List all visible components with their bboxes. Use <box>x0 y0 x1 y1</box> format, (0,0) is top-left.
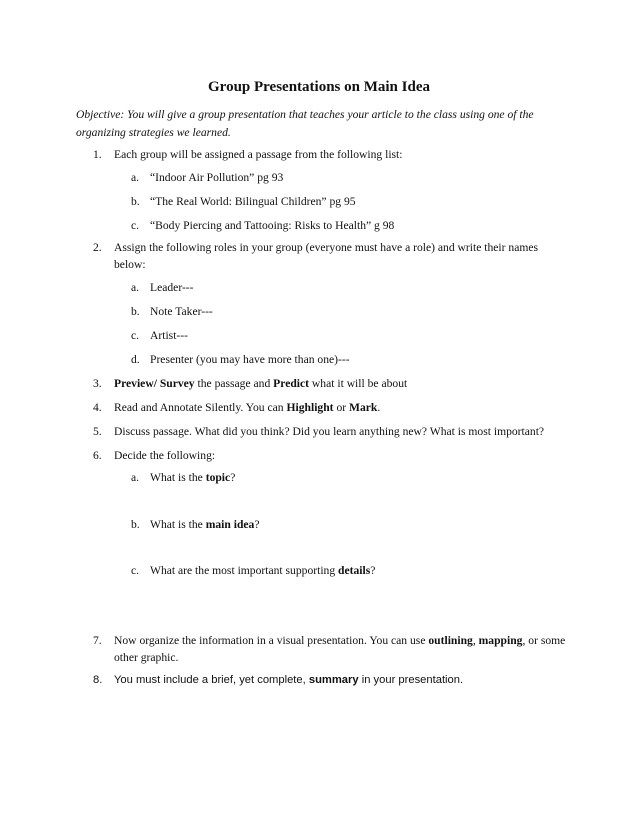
main-idea-emphasis: main idea <box>205 518 255 531</box>
mapping-emphasis: mapping <box>478 634 523 647</box>
item-8-number: 8. <box>93 674 103 686</box>
highlight-emphasis: Highlight <box>286 401 334 414</box>
item-1-sub-b-letter: b. <box>131 195 140 208</box>
item-1-sub-b-text: “The Real World: Bilingual Children” pg 95 <box>150 195 356 208</box>
item-2-sub-b-letter: b. <box>131 305 140 318</box>
item-6-sub-c-letter: c. <box>131 564 140 577</box>
item-5-text: Discuss passage. What did you think? Did you learn anything new? What is most important? <box>114 425 545 438</box>
item-6-sub-b-text: What is the main idea? <box>150 518 260 531</box>
item-2-sub-a-letter: a. <box>131 281 140 294</box>
item-2-sub-b-text: Note Taker--- <box>150 305 213 318</box>
details-emphasis: details <box>338 564 371 577</box>
item-4-number: 4. <box>93 401 102 414</box>
item-5-number: 5. <box>93 425 102 438</box>
outlining-emphasis: outlining <box>428 634 473 647</box>
item-1-text: Each group will be assigned a passage from the following list: <box>114 148 403 161</box>
item-6-sub-a-letter: a. <box>131 471 140 484</box>
item-3-number: 3. <box>93 377 102 390</box>
item-6-number: 6. <box>93 449 102 462</box>
item-2-sub-c-letter: c. <box>131 329 140 342</box>
item-1-sub-a-letter: a. <box>131 171 140 184</box>
document-title: Group Presentations on Main Idea <box>208 79 430 95</box>
item-1-number: 1. <box>93 148 102 161</box>
item-2-sub-c-text: Artist--- <box>150 329 188 342</box>
item-2-sub-a-text: Leader--- <box>150 281 194 294</box>
item-6-sub-c-text: What are the most important supporting details? <box>150 564 376 577</box>
item-4-text: Read and Annotate Silently. You can Highlight or Mark. <box>114 401 381 414</box>
item-2-sub-d-text: Presenter (you may have more than one)--- <box>150 353 350 366</box>
item-1-sub-a-text: “Indoor Air Pollution” pg 93 <box>150 171 284 184</box>
item-2-sub-d-letter: d. <box>131 353 140 366</box>
preview-survey-emphasis: Preview/ Survey <box>114 377 195 390</box>
item-2-number: 2. <box>93 241 102 254</box>
item-3-text: Preview/ Survey the passage and Predict what it will be about <box>114 377 408 390</box>
item-2-text: Assign the following roles in your group (everyone must have a role) and write their names below: <box>114 241 539 271</box>
item-7-text: Now organize the information in a visual presentation. You can use outlining, mapping, or some other graphic. <box>114 634 566 664</box>
topic-emphasis: topic <box>205 471 231 484</box>
item-7-number: 7. <box>93 634 102 647</box>
item-1-sub-c-letter: c. <box>131 219 140 232</box>
item-6-sub-a-text: What is the topic? <box>150 471 236 484</box>
summary-emphasis: summary <box>308 674 359 686</box>
item-6-sub-b-letter: b. <box>131 518 140 531</box>
item-6-text: Decide the following: <box>114 449 216 462</box>
item-1-sub-c-text: “Body Piercing and Tattooing: Risks to Health” g 98 <box>150 219 395 232</box>
item-8-text: You must include a brief, yet complete, summary in your presentation. <box>114 674 464 686</box>
predict-emphasis: Predict <box>273 377 310 390</box>
objective-text: Objective: You will give a group presentation that teaches your article to the class using one of the organizing strategies we learned. <box>76 108 534 139</box>
mark-emphasis: Mark <box>349 401 378 414</box>
